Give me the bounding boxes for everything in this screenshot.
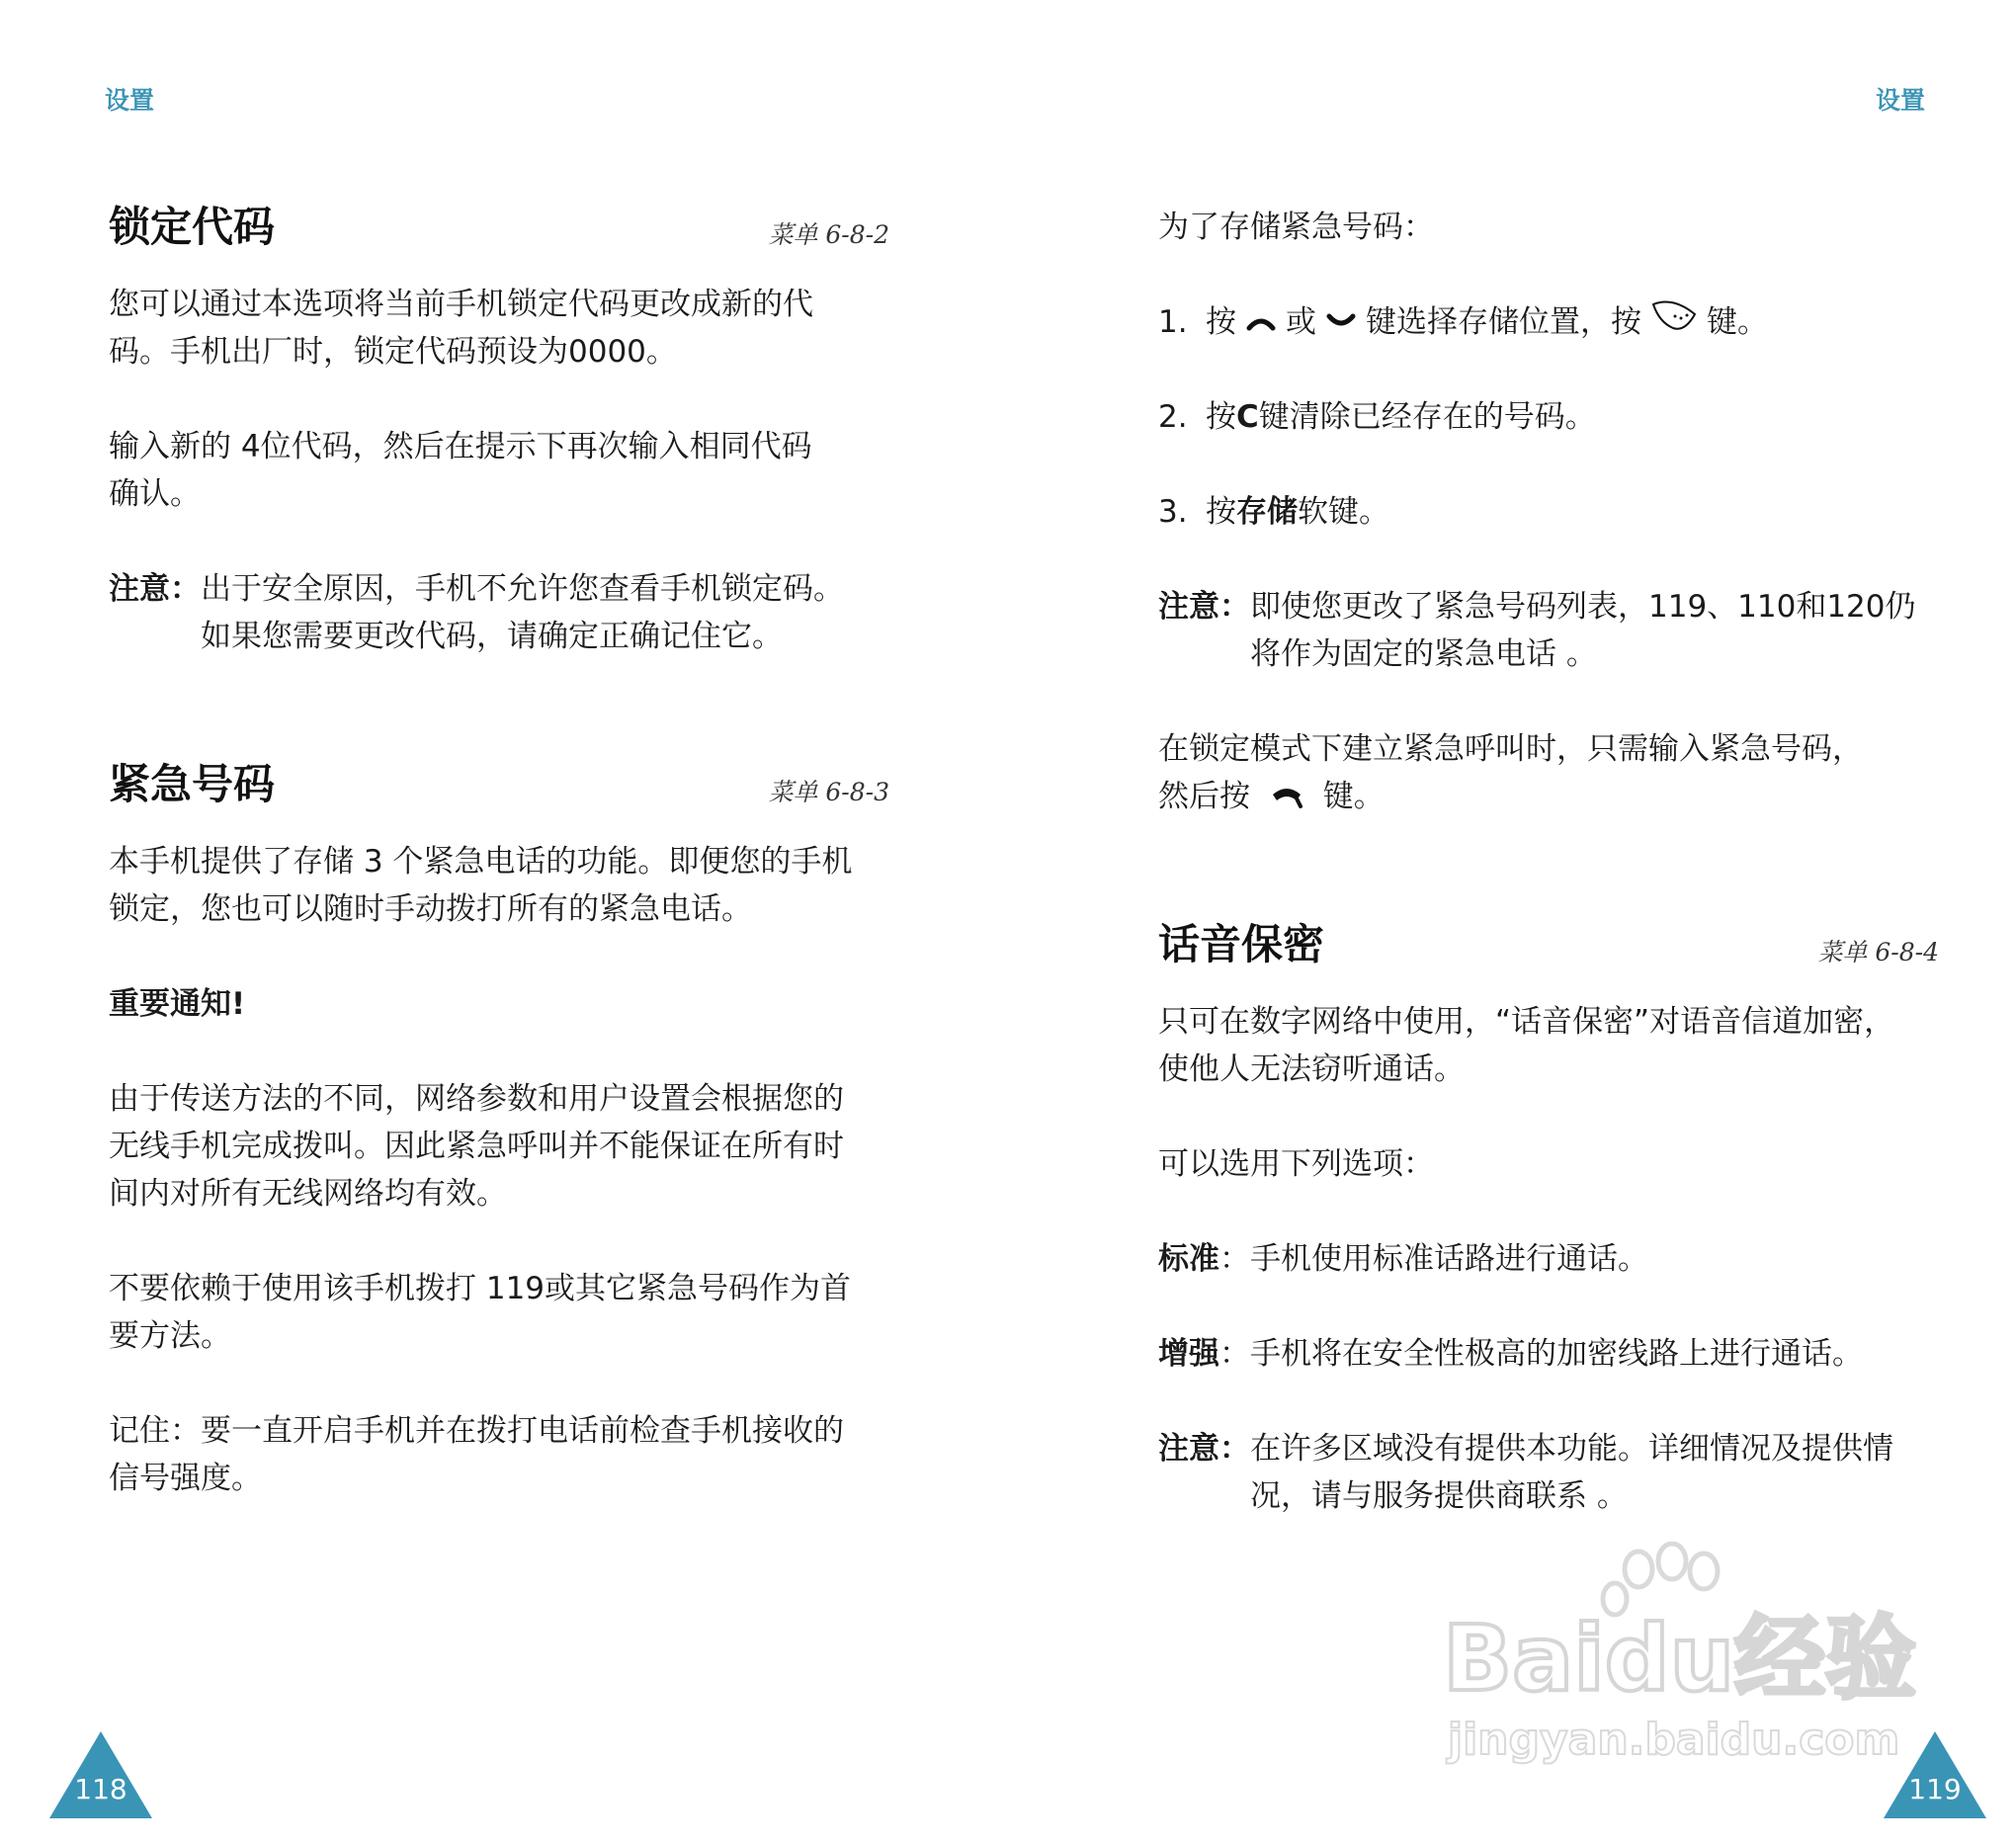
paw-logo-icon [1423,1542,1917,1779]
note-label: 注意： [109,571,201,607]
lock-code-section [109,198,889,660]
note [1158,583,1939,678]
note-line: 将作为固定的紧急电话 。 [1250,636,1597,672]
note-line: 即使您更改了紧急号码列表，119、110和120仍 [1250,589,1916,625]
option-text: ：手机使用标准话路进行通话。 [1219,1241,1648,1277]
section-title: 锁定代码 [109,203,276,251]
step-text: 按 [1206,399,1236,435]
page-tab [49,1731,152,1818]
section-title: 紧急号码 [109,760,276,808]
paragraph-line: 本手机提供了存储 3 个紧急电话的功能。即便您的手机 [109,844,853,880]
note [1158,1425,1939,1520]
step-text: 键选择存储位置，按 [1366,304,1641,340]
paragraph-line: 由于传送方法的不同，网络参数和用户设置会根据您的 [109,1081,844,1117]
step-text: 键清除已经存在的号码。 [1258,399,1596,435]
step-text: 或 [1286,304,1316,340]
paragraph-line: 确认。 [109,476,201,512]
paragraph-line: 信号强度。 [109,1461,262,1496]
baidu-watermark [1423,1542,1917,1779]
paragraph-line: 使他人无法窃听通话。 [1158,1051,1465,1087]
note-label: 注意： [1158,589,1250,625]
paragraph-line: 您可以通过本选项将当前手机锁定代码更改成新的代 [109,287,813,322]
menu-reference: 菜单 6-8-4 [1817,938,1939,966]
step-1 [1158,298,1939,346]
option-text: ：手机将在安全性极高的加密线路上进行通话。 [1219,1336,1863,1372]
paragraph-line: 可以选用下列选项： [1158,1146,1434,1182]
voice-privacy-section [1158,915,1939,1520]
note-line: 如果您需要更改代码，请确定正确记住它。 [201,619,783,654]
option-standard [1158,1235,1939,1283]
step-number: 1. [1158,304,1188,340]
call-send-key-icon [1270,775,1303,822]
menu-reference: 菜单 6-8-3 [768,778,889,806]
section-header [109,755,889,814]
paragraph-line: 记住：要一直开启手机并在拨打电话前检查手机接收的 [109,1413,844,1449]
step-2 [1158,393,1939,441]
paragraph-line: 只可在数字网络中使用，“话音保密”对语音信道加密， [1158,1004,1895,1040]
paragraph-line: 间内对所有无线网络均有效。 [109,1176,507,1212]
emergency-section [109,755,889,1502]
note-line: 在许多区域没有提供本功能。详细情况及提供情 [1250,1431,1893,1467]
down-arrow-key-icon [1326,298,1356,346]
watermark-url: jingyan.baidu.com [1448,1715,1900,1765]
note-label: 注意： [1158,1431,1250,1467]
up-arrow-key-icon [1246,298,1276,346]
paragraph-line: 码。手机出厂时，锁定代码预设为0000。 [109,334,677,370]
step-number: 2. [1158,399,1188,435]
notice-title: 重要通知! [109,986,246,1022]
note-line: 况，请与服务提供商联系 。 [1250,1478,1628,1514]
section-title: 话音保密 [1158,920,1325,968]
watermark-logo: Baidu经验 [1443,1606,1917,1712]
paragraph-line: 在锁定模式下建立紧急呼叫时，只需输入紧急号码， [1158,731,1863,767]
option-label: 增强 [1158,1336,1219,1372]
paragraph-line: 锁定，您也可以随时手动拨打所有的紧急电话。 [109,891,752,927]
step-text: 软键。 [1298,494,1389,530]
section-header [109,198,889,257]
paragraph-line: 为了存储紧急号码： [1158,210,1434,245]
running-head: 设置 [105,86,155,115]
page-number: 118 [74,1773,127,1805]
paragraph-line: 输入新的 4位代码，然后在提示下再次输入相同代码 [109,429,812,464]
step-number: 3. [1158,494,1188,530]
paragraph-line: 不要依赖于使用该手机拨打 119或其它紧急号码作为首 [109,1271,852,1306]
soft-key-icon [1651,298,1697,346]
step-text: 按 [1206,494,1236,530]
text-fragment: 键。 [1322,779,1385,814]
step-text: 按 [1206,304,1236,340]
section-header [1158,915,1939,974]
running-head: 设置 [1876,86,1926,115]
step-key: 存储 [1236,494,1298,530]
step-3 [1158,488,1939,536]
note-line: 出于安全原因，手机不允许您查看手机锁定码。 [201,571,844,607]
paragraph-line: 无线手机完成拨叫。因此紧急呼叫并不能保证在所有时 [109,1129,844,1164]
option-enhanced [1158,1330,1939,1378]
option-label: 标准 [1158,1241,1219,1277]
paragraph-line: 要方法。 [109,1318,231,1354]
text-fragment: 然后按 [1158,779,1250,814]
paragraph-line [1158,773,1939,822]
note [109,565,889,660]
step-key: C [1236,399,1259,435]
step-text: 键。 [1707,304,1768,340]
page-number: 119 [1908,1773,1962,1805]
emergency-store-section [1158,204,1939,822]
menu-reference: 菜单 6-8-2 [768,220,889,249]
